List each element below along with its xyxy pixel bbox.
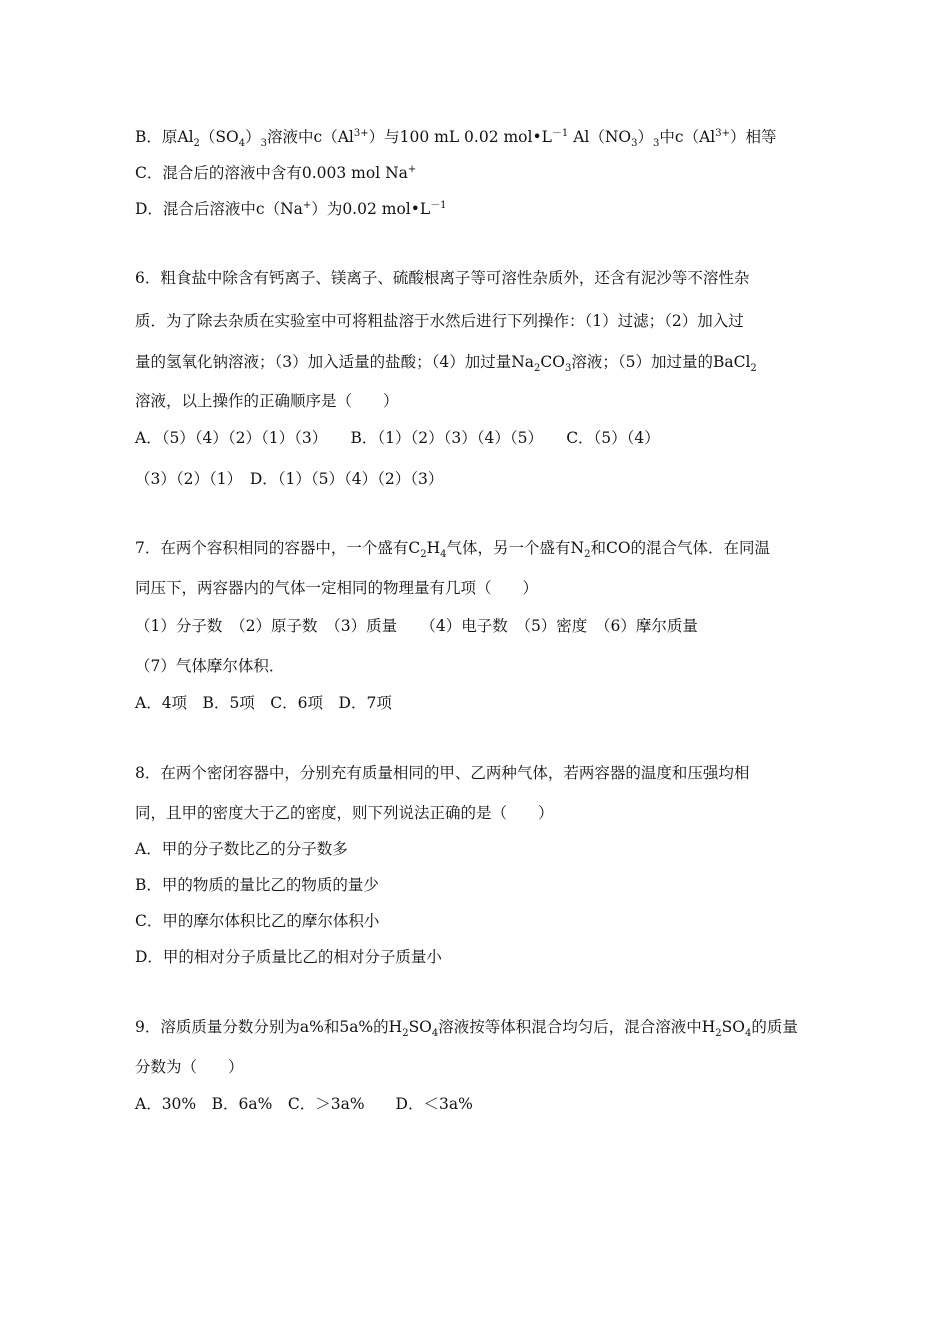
q7-options: A．4项 B．5项 C．6项 D．7项 [135, 694, 392, 712]
q8-stem-line-2: 同，且甲的密度大于乙的密度，则下列说法正确的是（ ） [135, 804, 554, 822]
q6-options-line-1: A．（5）（4）（2）（1）（3） B．（1）（2）（3）（4）（5） C．（5）（4） [135, 429, 660, 447]
q8-option-d: D．甲的相对分子质量比乙的相对分子质量小 [135, 948, 442, 966]
q8-option-b: B．甲的物质的量比乙的物质的量少 [135, 876, 379, 894]
q9-stem-line-2: 分数为（ ） [135, 1058, 244, 1076]
q8-stem-line-1: 8．在两个密闭容器中，分别充有质量相同的甲、乙两种气体，若两容器的温度和压强均相 [135, 764, 750, 782]
q8-option-c: C．甲的摩尔体积比乙的摩尔体积小 [135, 912, 380, 930]
q9-stem-line-1: 9．溶质质量分数分别为a%和5a%的$H_2SO_4$溶液按等体积混合均匀后，混合溶液中$H_2SO_4$的质量 [135, 1018, 798, 1040]
q7-items-line-2: （7）气体摩尔体积． [135, 657, 285, 675]
q6-stem-line-3: 量的氢氧化钠溶液；（3）加入适量的盐酸；（4）加过量$Na_2CO_3$溶液；（5）加过量的BaCl$_2$ [135, 353, 757, 375]
q7-stem-line-1: 7．在两个容积相同的容器中，一个盛有$C_2H_4$气体，另一个盛有$N_2$和CO的混合气体．在同温 [135, 539, 771, 561]
q6-stem-line-1: 6．粗食盐中除含有钙离子、镁离子、硫酸根离子等可溶性杂质外，还含有泥沙等不溶性杂 [135, 269, 750, 287]
q5-option-c: C．混合后的溶液中含有0.003 mol Na+ [135, 163, 417, 182]
q8-option-a: A．甲的分子数比乙的分子数多 [135, 840, 348, 858]
q7-items-line-1: （1）分子数 （2）原子数 （3）质量 （4）电子数 （5）密度 （6）摩尔质量 [135, 617, 698, 635]
q5-option-b: B．原$Al_2(SO_4)_3$溶液中$c(Al^{3+})$与100 mL 0.02 $mol•L^{-1}$ $Al(NO_3)_3$中$c(Al^{3+})$相等 [135, 127, 777, 150]
q9-options: A．30% B．6a% C．＞3a% D．＜3a% [135, 1095, 473, 1113]
q6-options-line-2: （3）（2）（1） D．（1）（5）（4）（2）（3） [135, 470, 444, 488]
q5-option-d: D．混合后溶液中c（Na+）为0.02 $mol•L^{-1}$ [135, 199, 447, 218]
q6-stem-line-4: 溶液，以上操作的正确顺序是（ ） [135, 392, 399, 410]
q7-stem-line-2: 同压下，两容器内的气体一定相同的物理量有几项（ ） [135, 579, 539, 597]
q6-stem-line-2: 质．为了除去杂质在实验室中可将粗盐溶于水然后进行下列操作：（1）过滤；（2）加入过 [135, 312, 744, 330]
